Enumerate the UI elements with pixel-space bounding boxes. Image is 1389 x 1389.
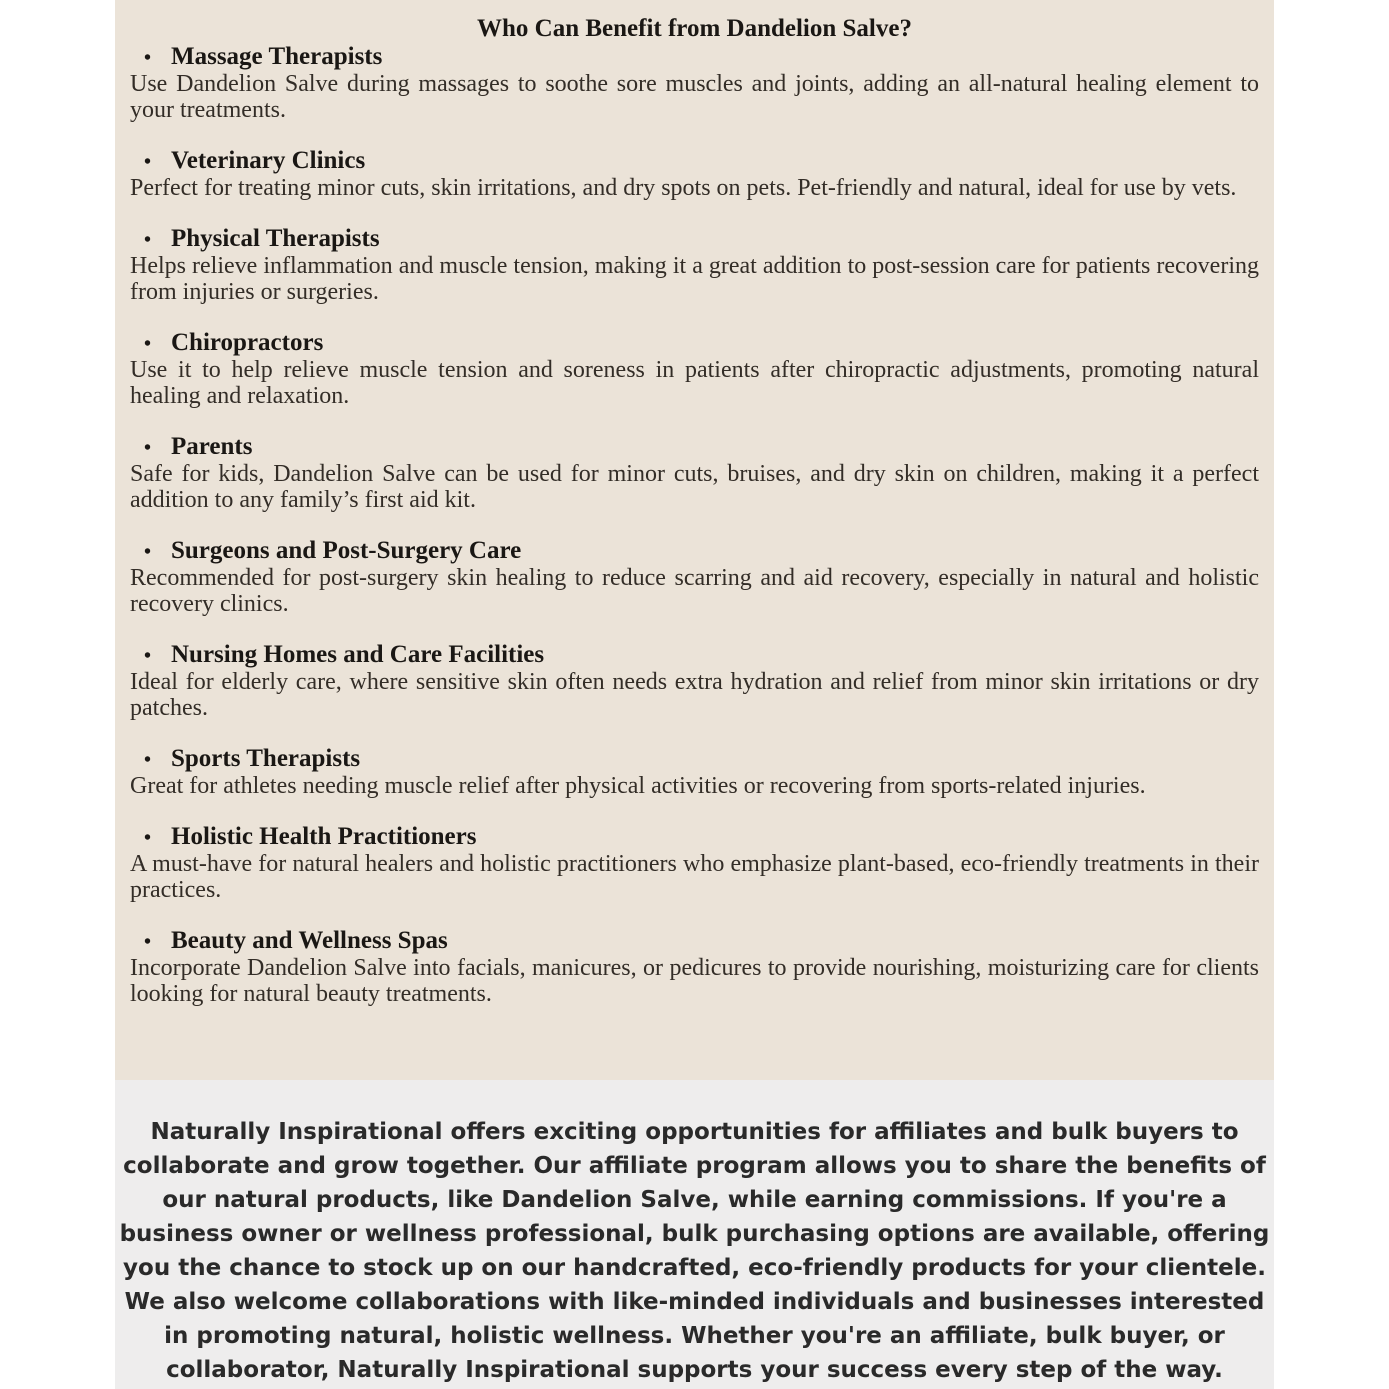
bullet-icon: •: [144, 931, 152, 953]
bullet-icon: •: [144, 749, 152, 771]
bullet-icon: •: [144, 47, 152, 69]
benefit-item: [130, 538, 1259, 617]
benefit-description: Use Dandelion Salve during massages to soothe sore muscles and joints, adding an all-natural healing element to your treatments.: [130, 71, 1259, 123]
benefit-description: Use it to help relieve muscle tension and soreness in patients after chiropractic adjustments, promoting natural healing and relaxation.: [130, 357, 1259, 409]
benefit-item: [130, 824, 1259, 903]
bullet-icon: •: [144, 437, 152, 459]
benefit-title: Parents: [171, 433, 253, 460]
benefit-item: [130, 434, 1259, 513]
bullet-icon: •: [144, 827, 152, 849]
benefit-description: Perfect for treating minor cuts, skin irritations, and dry spots on pets. Pet-friendly and natural, ideal for use by vets.: [130, 175, 1237, 201]
benefit-description: Great for athletes needing muscle relief after physical activities or recovering from sports-related injuries.: [130, 773, 1146, 799]
benefit-title: Chiropractors: [171, 329, 324, 356]
benefit-item: [130, 642, 1259, 721]
benefit-title: Beauty and Wellness Spas: [171, 927, 448, 954]
bullet-icon: •: [144, 541, 152, 563]
bullet-icon: •: [144, 151, 152, 173]
benefit-item: [130, 928, 1259, 1007]
promo-panel: [115, 1080, 1274, 1389]
benefit-title: Holistic Health Practitioners: [171, 823, 477, 850]
benefits-heading: Who Can Benefit from Dandelion Salve?: [477, 15, 912, 42]
benefit-description: Ideal for elderly care, where sensitive skin often needs extra hydration and relief from minor skin irritations or dry patches.: [130, 669, 1259, 721]
benefit-item: [130, 148, 1259, 201]
benefit-title: Physical Therapists: [171, 225, 380, 252]
promo-text: Naturally Inspirational offers exciting opportunities for affiliates and bulk buyers to collaborate and grow together. Our affiliate program allows you to share the benefits of our natural products, like Dandelion Salve, while earning commissions. If you're a business owner or wellness professional, bulk purchasing options are available, offering you the chance to stock up on our handcrafted, eco-friendly products for your clientele. We also welcome collaborations with like-minded individuals and businesses interested in promoting natural, holistic wellness. Whether you're an affiliate, bulk buyer, or collaborator, Naturally Inspirational supports your success every step of the way.: [119, 1119, 1270, 1383]
benefit-item: [130, 44, 1259, 123]
benefit-title: Surgeons and Post-Surgery Care: [171, 537, 522, 564]
benefit-title: Massage Therapists: [171, 43, 383, 70]
benefit-description: Safe for kids, Dandelion Salve can be used for minor cuts, bruises, and dry skin on children, making it a perfect addition to any family’s first aid kit.: [130, 461, 1259, 513]
bullet-icon: •: [144, 229, 152, 251]
benefit-title: Nursing Homes and Care Facilities: [171, 641, 545, 668]
bullet-icon: •: [144, 645, 152, 667]
benefit-description: A must-have for natural healers and holistic practitioners who emphasize plant-based, eco-friendly treatments in their practices.: [130, 851, 1259, 903]
benefit-item: [130, 226, 1259, 305]
benefit-item: [130, 330, 1259, 409]
benefit-title: Sports Therapists: [171, 745, 361, 772]
benefits-panel: [115, 0, 1274, 1080]
benefit-description: Recommended for post-surgery skin healing to reduce scarring and aid recovery, especially in natural and holistic recovery clinics.: [130, 565, 1259, 617]
benefit-description: Helps relieve inflammation and muscle tension, making it a great addition to post-session care for patients recovering from injuries or surgeries.: [130, 253, 1259, 305]
benefit-item: [130, 746, 1259, 799]
benefit-description: Incorporate Dandelion Salve into facials, manicures, or pedicures to provide nourishing, moisturizing care for clients looking for natural beauty treatments.: [130, 955, 1259, 1007]
bullet-icon: •: [144, 333, 152, 355]
benefit-title: Veterinary Clinics: [171, 147, 366, 174]
